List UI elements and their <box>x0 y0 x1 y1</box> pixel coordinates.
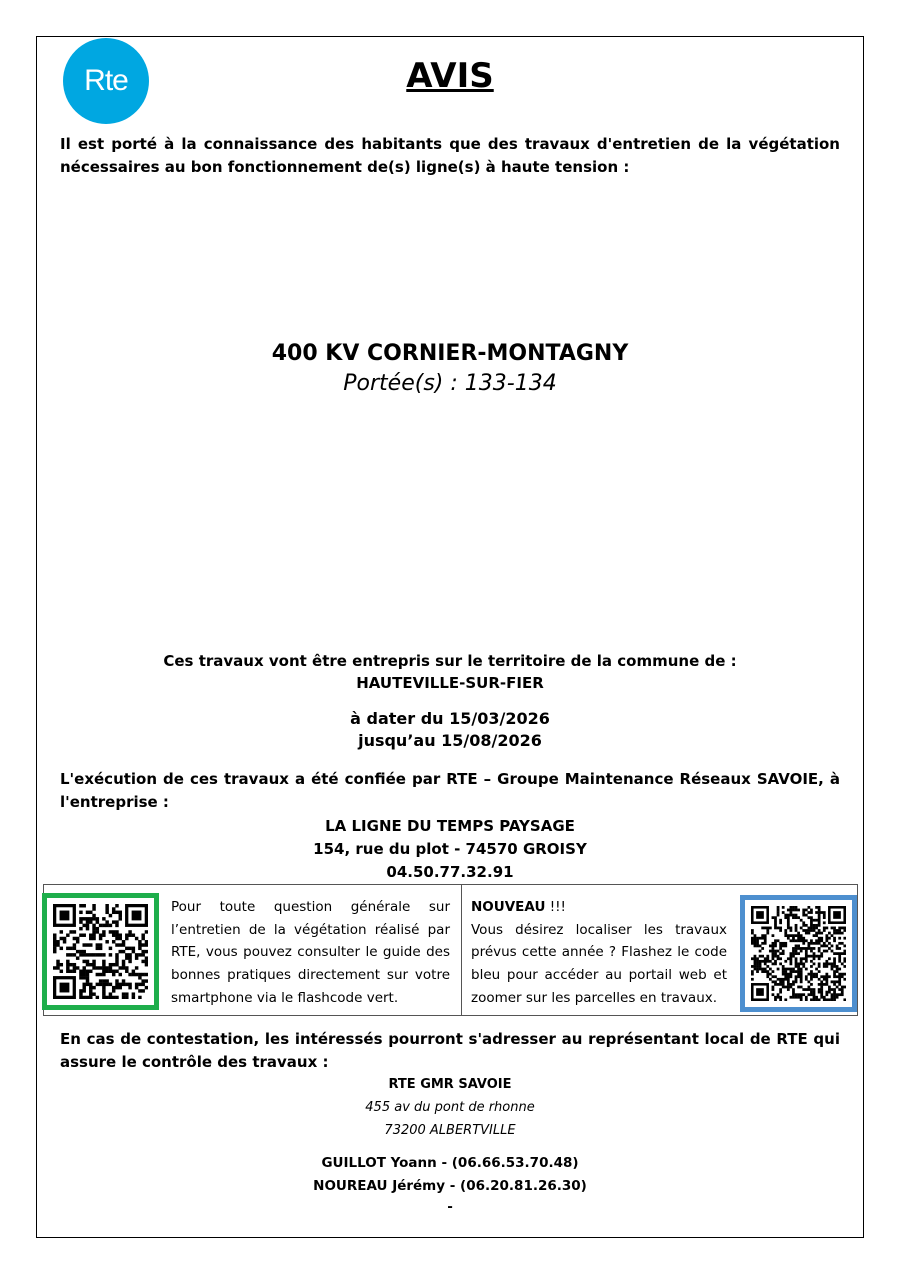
commune-name: HAUTEVILLE-SUR-FIER <box>356 674 544 692</box>
contact-city: 73200 ALBERTVILLE <box>384 1123 516 1138</box>
green-qr-icon <box>53 904 148 999</box>
contact-street: 455 av du pont de rhonne <box>365 1100 535 1115</box>
page-title: AVIS <box>406 56 494 96</box>
blue-qr-code[interactable] <box>740 895 857 1012</box>
power-line-name: 400 KV CORNIER-MONTAGNY <box>271 341 629 366</box>
info-box-divider <box>461 884 462 1016</box>
portal-info-text: Vous désirez localiser les travaux prévus cette année ? Flashez le code bleu pour accéder au portail web et zoomer sur les parcelles en travaux. <box>471 921 727 1006</box>
portal-info <box>471 896 727 1010</box>
company-address: 154, rue du plot - 74570 GROISY <box>313 840 587 858</box>
commune-intro: Ces travaux vont être entrepris sur le territoire de la commune de : <box>163 652 737 670</box>
company-phone: 04.50.77.32.91 <box>386 863 514 881</box>
info-box <box>43 884 858 1016</box>
contact-person-1: GUILLOT Yoann - (06.66.53.70.48) <box>321 1155 579 1171</box>
guide-info-text: Pour toute question générale sur l’entretien de la végétation réalisé par RTE, vous pouvez consulter le guide des bonnes pratiques directement sur votre smartphone via le flashcode vert. <box>171 899 450 1006</box>
trailing-dash: - <box>447 1199 453 1215</box>
power-line-spans: Portée(s) : 133-134 <box>343 371 557 396</box>
end-date: jusqu’au 15/08/2026 <box>358 731 542 750</box>
green-qr-code[interactable] <box>42 893 159 1010</box>
new-label: NOUVEAU <box>471 899 546 915</box>
new-heading <box>471 896 727 919</box>
logo-text: Rte <box>84 64 128 97</box>
intro-paragraph: Il est porté à la connaissance des habitants que des travaux d'entretien de la végétation nécessaires au bon fonctionnement de(s) ligne(s) à haute tension : <box>60 135 840 176</box>
blue-qr-icon <box>751 906 846 1001</box>
contact-org: RTE GMR SAVOIE <box>388 1077 512 1092</box>
new-label-suffix: !!! <box>545 899 566 915</box>
start-date: à dater du 15/03/2026 <box>350 709 550 728</box>
contact-person-2: NOUREAU Jérémy - (06.20.81.26.30) <box>313 1178 587 1194</box>
company-name: LA LIGNE DU TEMPS PAYSAGE <box>325 817 575 835</box>
contestation-paragraph: En cas de contestation, les intéressés pourront s'adresser au représentant local de RTE qui assure le contrôle des travaux : <box>60 1030 840 1071</box>
execution-paragraph: L'exécution de ces travaux a été confiée par RTE – Groupe Maintenance Réseaux SAVOIE, à l'entreprise : <box>60 770 840 811</box>
